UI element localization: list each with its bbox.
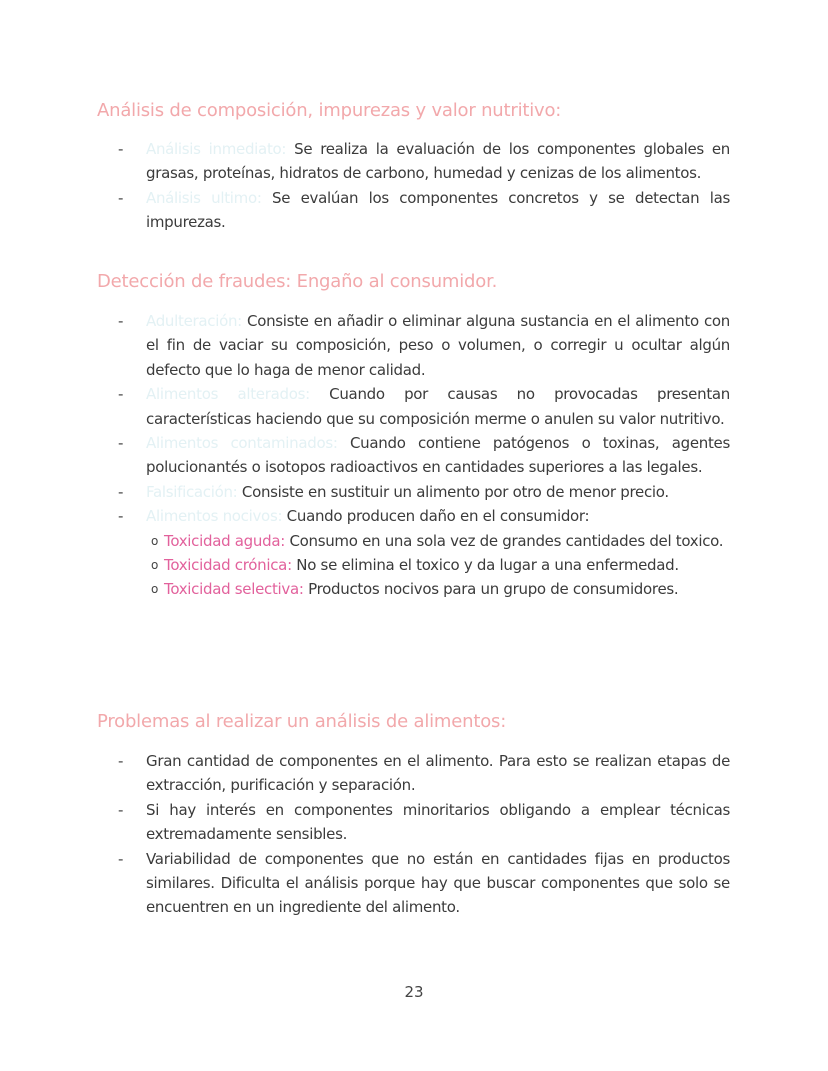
section-heading-fraud: Detección de fraudes: Engaño al consumidor.: [97, 271, 498, 292]
item-label: Alimentos contaminados:: [146, 434, 338, 453]
item-text: Consiste en añadir o eliminar alguna sustancia en el alimento con el fin de vaciar su composición, peso o volumen, o corregir u ocultar algún defecto que lo haga de menor calidad.: [146, 312, 730, 379]
dash-bullet: -: [118, 434, 124, 453]
dash-bullet: -: [118, 800, 124, 819]
section-heading-problems: Problemas al realizar un análisis de alimentos:: [97, 711, 507, 732]
problems-list: [118, 749, 730, 920]
sub-list-item: [118, 577, 730, 601]
dash-bullet: -: [118, 752, 124, 770]
list-item: [118, 847, 730, 920]
item-text: No se elimina el toxico y da lugar a una enfermedad.: [291, 556, 679, 575]
section-heading-composition: Análisis de composición, impurezas y valor nutritivo:: [97, 100, 562, 121]
circle-bullet: o: [151, 582, 159, 597]
toxicity-label: Toxicidad crónica:: [164, 556, 292, 575]
sub-list-item: [118, 529, 730, 553]
list-item: [118, 749, 730, 798]
dash-bullet: -: [118, 312, 124, 330]
list-item: [118, 480, 730, 504]
list-item: [118, 431, 730, 480]
list-item: [118, 186, 730, 235]
dash-bullet: -: [118, 482, 124, 501]
page-number: 23: [404, 983, 424, 1001]
toxicity-label: Toxicidad selectiva:: [164, 580, 304, 599]
item-text: Consumo en una sola vez de grandes cantidades del toxico.: [284, 531, 724, 550]
dash-bullet: -: [118, 140, 124, 158]
fraud-list: [118, 309, 730, 602]
item-text: Se evalúan los componentes concretos y se detectan las impurezas.: [146, 188, 730, 232]
list-item: [118, 137, 730, 186]
list-item: [118, 382, 730, 431]
item-label: Análisis inmediato:: [146, 140, 287, 158]
item-text: Gran cantidad de componentes en el alimento. Para esto se realizan etapas de extracción, purificación y separación.: [146, 752, 730, 795]
circle-bullet: o: [151, 558, 159, 573]
item-text: Se realiza la evaluación de los componentes globales en grasas, proteínas, hidratos de carbono, humedad y cenizas de los alimentos.: [146, 140, 730, 183]
item-text: Consiste en sustituir un alimento por otro de menor precio.: [237, 482, 669, 501]
item-label: Análisis ultimo:: [146, 188, 262, 207]
list-item: [118, 798, 730, 847]
sub-list-item: [118, 553, 730, 577]
item-label: Alimentos alterados:: [146, 385, 310, 404]
item-text: Si hay interés en componentes minoritarios obligando a emplear técnicas extremadamente sensibles.: [146, 800, 730, 844]
composition-list: [118, 137, 730, 235]
item-label: Adulteración:: [146, 312, 242, 330]
item-label: Alimentos nocivos:: [146, 507, 283, 526]
list-item: [118, 309, 730, 382]
dash-bullet: -: [118, 188, 124, 207]
dash-bullet: -: [118, 849, 124, 868]
dash-bullet: -: [118, 507, 124, 526]
item-text: Variabilidad de componentes que no están en cantidades fijas en productos similares. Dificulta el análisis porque hay que buscar componentes que solo se encuentren en un ingrediente del alimento.: [146, 849, 730, 917]
circle-bullet: o: [151, 533, 159, 548]
list-item: [118, 504, 730, 528]
toxicity-label: Toxicidad aguda:: [164, 531, 285, 550]
item-text: Cuando contiene patógenos o toxinas, agentes polucionantés o isotopos radioactivos en cantidades superiores a las legales.: [146, 434, 730, 477]
item-label: Falsificación:: [146, 482, 238, 501]
dash-bullet: -: [118, 385, 124, 404]
item-text: Cuando producen daño en el consumidor:: [282, 507, 590, 526]
item-text: Productos nocivos para un grupo de consumidores.: [303, 580, 679, 599]
item-text: Cuando por causas no provocadas presentan características haciendo que su composición merme o anulen su valor nutritivo.: [146, 385, 730, 428]
